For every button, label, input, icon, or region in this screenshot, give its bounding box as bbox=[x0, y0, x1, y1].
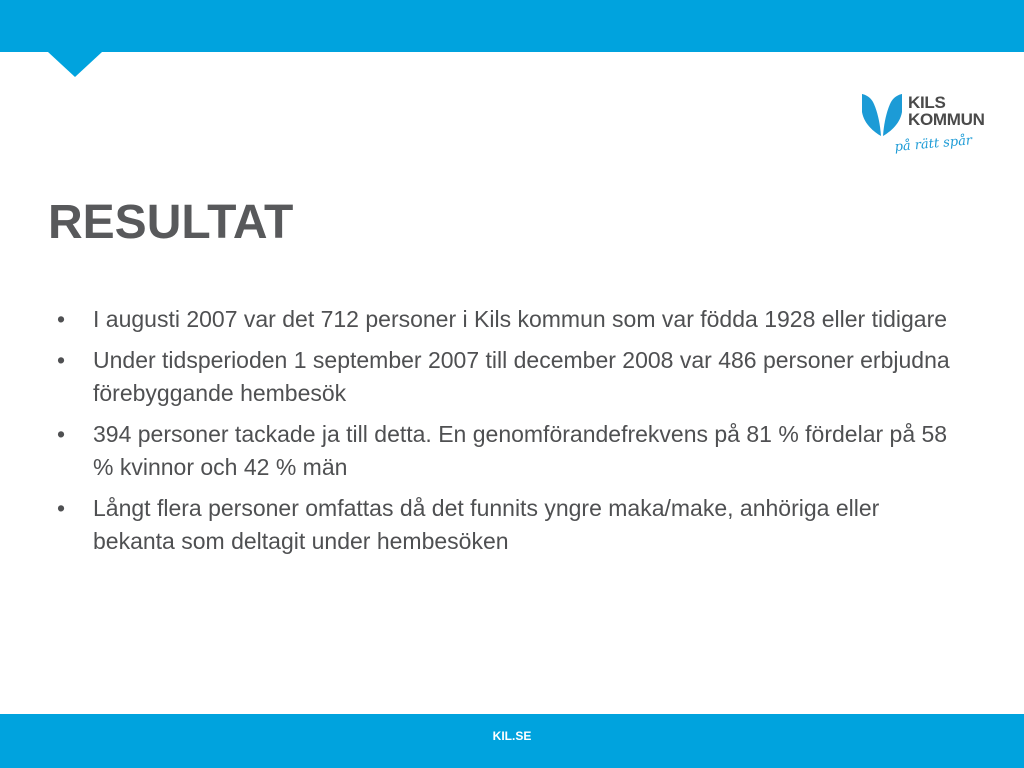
bullet-icon: • bbox=[57, 495, 66, 521]
bullet-item bbox=[57, 418, 957, 484]
bullet-text: Långt flera personer omfattas då det funnits yngre maka/make, anhöriga eller bekanta som deltagit under hembesöken bbox=[93, 495, 880, 554]
logo-line-2: KOMMUN bbox=[908, 110, 985, 129]
header-notch bbox=[48, 52, 102, 77]
bullet-text: 394 personer tackade ja till detta. En genomförandefrekvens på 81 % fördelar på 58 % kvinnor och 42 % män bbox=[93, 421, 948, 480]
footer-website-link[interactable]: KIL.SE bbox=[492, 729, 532, 743]
bullet-item bbox=[57, 303, 957, 336]
logo-tagline: på rätt spår bbox=[894, 133, 973, 155]
logo-line-1: KILS bbox=[908, 93, 946, 112]
v-heart-logo-icon bbox=[860, 92, 904, 140]
bullet-item bbox=[57, 344, 957, 410]
header-bar bbox=[0, 0, 1024, 52]
bullet-item bbox=[57, 492, 957, 558]
bullet-text: Under tidsperioden 1 september 2007 till december 2008 var 486 personer erbjudna förebyggande hembesök bbox=[93, 347, 950, 406]
bullet-icon: • bbox=[57, 421, 66, 447]
bullet-icon: • bbox=[57, 347, 66, 373]
slide-title: RESULTAT bbox=[48, 196, 294, 249]
bullet-text: I augusti 2007 var det 712 personer i Kils kommun som var födda 1928 eller tidigare bbox=[93, 306, 948, 332]
bullet-list bbox=[57, 303, 957, 566]
kils-kommun-logo bbox=[860, 92, 995, 172]
logo-wordmark bbox=[908, 94, 985, 128]
bullet-icon: • bbox=[57, 306, 66, 332]
